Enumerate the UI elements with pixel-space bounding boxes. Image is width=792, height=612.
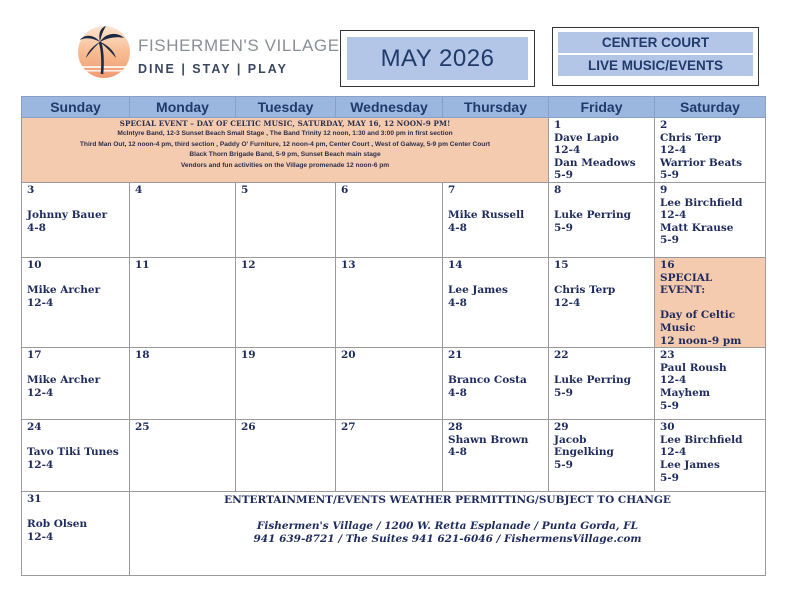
day-number: 30 <box>660 421 675 434</box>
day-number: 18 <box>135 349 150 362</box>
day-cell <box>130 257 236 347</box>
day-number: 23 <box>660 349 675 362</box>
performer-name: Johnny Bauer <box>27 209 108 222</box>
performer-name: Branco Costa <box>448 374 527 387</box>
performer-name: Luke Perring <box>554 209 631 222</box>
brand-name: FISHERMEN'S VILLAGE <box>138 36 340 55</box>
performance-time: 12-4 <box>554 296 581 309</box>
day-cell <box>549 348 655 420</box>
day-number: 29 <box>554 421 569 434</box>
day-number: 8 <box>554 183 562 196</box>
day-cell <box>336 420 443 492</box>
day-cell <box>336 348 443 420</box>
day-cell <box>549 420 655 492</box>
day-number: 12 <box>241 258 256 271</box>
performance-time: 12-4 <box>27 386 54 399</box>
day-cell <box>22 420 130 492</box>
performance-time: 12-4 <box>554 144 581 157</box>
performer-name: Mayhem <box>660 386 710 399</box>
day-cell <box>336 182 443 257</box>
special-event-day-cell <box>655 257 766 347</box>
day-cell <box>549 182 655 257</box>
performer-name: Lee Birchfield <box>660 433 743 446</box>
performer-name: Jacob Engelking <box>554 433 614 459</box>
performer-name: Mike Archer <box>27 284 101 297</box>
day-cell <box>655 420 766 492</box>
weekday-header-sunday: Sunday <box>22 97 130 118</box>
performer-name: Rob Olsen <box>27 518 88 531</box>
day-cell <box>22 257 130 347</box>
month-title: MAY 2026 <box>380 44 495 72</box>
venue-address: Fishermen's Village / 1200 W. Retta Esplanade / Punta Gorda, FL <box>256 520 639 533</box>
special-event-banner <box>22 118 549 183</box>
performance-time: 4-8 <box>448 446 467 459</box>
center-court-label: CENTER COURT <box>558 32 753 53</box>
day-number: 5 <box>241 183 249 196</box>
performance-time: 5-9 <box>660 169 679 182</box>
day-cell <box>655 182 766 257</box>
day-number: 9 <box>660 183 668 196</box>
day-cell <box>443 348 549 420</box>
day-cell <box>336 257 443 347</box>
day-number: 20 <box>341 349 356 362</box>
palm-tree-logo-icon <box>76 22 132 80</box>
day-cell <box>549 257 655 347</box>
special-event-line: Vendors and fun activities on the Village promenade 12 noon-6 pm <box>180 161 390 169</box>
performer-name: Luke Perring <box>554 374 631 387</box>
performance-time: 5-9 <box>554 169 573 182</box>
center-court-box <box>552 27 759 86</box>
performance-time: 4-8 <box>27 221 46 234</box>
performer-name: Dan Meadows <box>554 156 636 169</box>
day-cell <box>655 118 766 183</box>
performance-time: 12-4 <box>27 530 54 543</box>
special-event-line: Third Man Out, 12 noon-4 pm, third section , Paddy O' Furniture, 12 noon-4 pm, Center Court , West of Galway, 5-9 pm Center Court <box>79 140 491 148</box>
day-cell <box>236 420 336 492</box>
performer-name: Shawn Brown <box>448 433 529 446</box>
calendar <box>21 96 765 548</box>
brand-block <box>138 36 338 76</box>
day-cell <box>130 182 236 257</box>
day-number: 17 <box>27 349 42 362</box>
performer-name: Paul Roush <box>660 361 727 374</box>
contact-phones: 941 639-8721 / The Suites 941 621-6046 / FishermensVillage.com <box>253 533 642 546</box>
day-number: 26 <box>241 421 256 434</box>
day-cell <box>236 182 336 257</box>
performer-name: Dave Lapio <box>554 131 619 144</box>
performance-time: 12-4 <box>660 374 687 387</box>
special-event-line: McIntyre Band, 12-3 Sunset Beach Small Stage , The Band Trinity 12 noon, 1:30 and 3:00 pm in first section <box>117 130 453 137</box>
day-cell <box>130 420 236 492</box>
day-cell <box>443 420 549 492</box>
performer-name: Tavo Tiki Tunes <box>27 446 119 459</box>
day-number: 11 <box>135 258 150 271</box>
day-number: 19 <box>241 349 256 362</box>
day-number: 21 <box>448 349 463 362</box>
day-number: 27 <box>341 421 356 434</box>
performance-time: 12-4 <box>27 458 54 471</box>
performance-time: 12-4 <box>660 144 687 157</box>
weekday-header-thursday: Thursday <box>443 97 549 118</box>
day-cell <box>443 257 549 347</box>
brand-tagline: DINE | STAY | PLAY <box>138 62 288 76</box>
day-cell <box>22 182 130 257</box>
day-number: 16 <box>660 258 675 271</box>
performer-name: Lee James <box>660 458 720 471</box>
performance-time: 5-9 <box>554 386 573 399</box>
day-number: 13 <box>341 258 356 271</box>
live-music-events-label: LIVE MUSIC/EVENTS <box>558 55 753 76</box>
day-number: 3 <box>27 183 35 196</box>
special-event-line: Black Thorn Brigade Band, 5-9 pm, Sunset Beach main stage <box>189 151 381 158</box>
weather-notice: ENTERTAINMENT/EVENTS WEATHER PERMITTING/SUBJECT TO CHANGE <box>224 494 671 507</box>
day-number: 24 <box>27 421 42 434</box>
day-number: 2 <box>660 119 668 131</box>
performance-time: 5-9 <box>660 471 679 484</box>
day-number: 15 <box>554 258 569 271</box>
special-event-title: SPECIAL EVENT – DAY OF CELTIC MUSIC, SATURDAY, MAY 16, 12 NOON-9 PM! <box>119 119 451 128</box>
performer-name: Matt Krause <box>660 221 734 234</box>
day-number: 25 <box>135 421 150 434</box>
performance-time: 5-9 <box>554 458 573 471</box>
performance-time: 5-9 <box>660 234 679 247</box>
day-cell <box>443 182 549 257</box>
day-cell <box>236 257 336 347</box>
performer-name: Lee James <box>448 284 508 297</box>
performer-name: Mike Archer <box>27 374 101 387</box>
day-number: 4 <box>135 183 143 196</box>
performance-time: 5-9 <box>554 221 573 234</box>
weekday-header-monday: Monday <box>130 97 236 118</box>
day-number: 7 <box>448 183 456 196</box>
performer-name: Chris Terp <box>554 284 616 297</box>
day-number: 6 <box>341 183 349 196</box>
day-cell <box>22 492 130 576</box>
performance-time: 12-4 <box>27 296 54 309</box>
day-cell <box>236 348 336 420</box>
footer-notice-cell <box>130 492 766 576</box>
weekday-header-wednesday: Wednesday <box>336 97 443 118</box>
performer-name: Lee Birchfield <box>660 196 743 209</box>
performance-time: 12 noon-9 pm <box>660 334 742 347</box>
day-number: 1 <box>554 119 562 131</box>
performance-time: 12-4 <box>660 209 687 222</box>
performance-time: 4-8 <box>448 221 467 234</box>
performance-time: 12-4 <box>660 446 687 459</box>
day-cell <box>22 348 130 420</box>
performer-name: Chris Terp <box>660 131 722 144</box>
day-cell <box>549 118 655 183</box>
day-number: 14 <box>448 258 463 271</box>
performance-time: 4-8 <box>448 386 467 399</box>
weekday-header-tuesday: Tuesday <box>236 97 336 118</box>
performer-name: Warrior Beats <box>660 156 743 169</box>
month-title-box <box>340 30 535 87</box>
special-event-label: SPECIAL EVENT: <box>660 271 713 297</box>
day-cell <box>655 348 766 420</box>
day-number: 31 <box>27 493 42 506</box>
weekday-header-friday: Friday <box>549 97 655 118</box>
special-event-name: Day of Celtic Music <box>660 309 736 334</box>
day-cell <box>130 348 236 420</box>
performance-time: 5-9 <box>660 399 679 412</box>
performance-time: 4-8 <box>448 296 467 309</box>
day-number: 22 <box>554 349 569 362</box>
day-number: 10 <box>27 258 42 271</box>
performer-name: Mike Russell <box>448 209 525 222</box>
day-number: 28 <box>448 421 463 434</box>
weekday-header-saturday: Saturday <box>655 97 766 118</box>
